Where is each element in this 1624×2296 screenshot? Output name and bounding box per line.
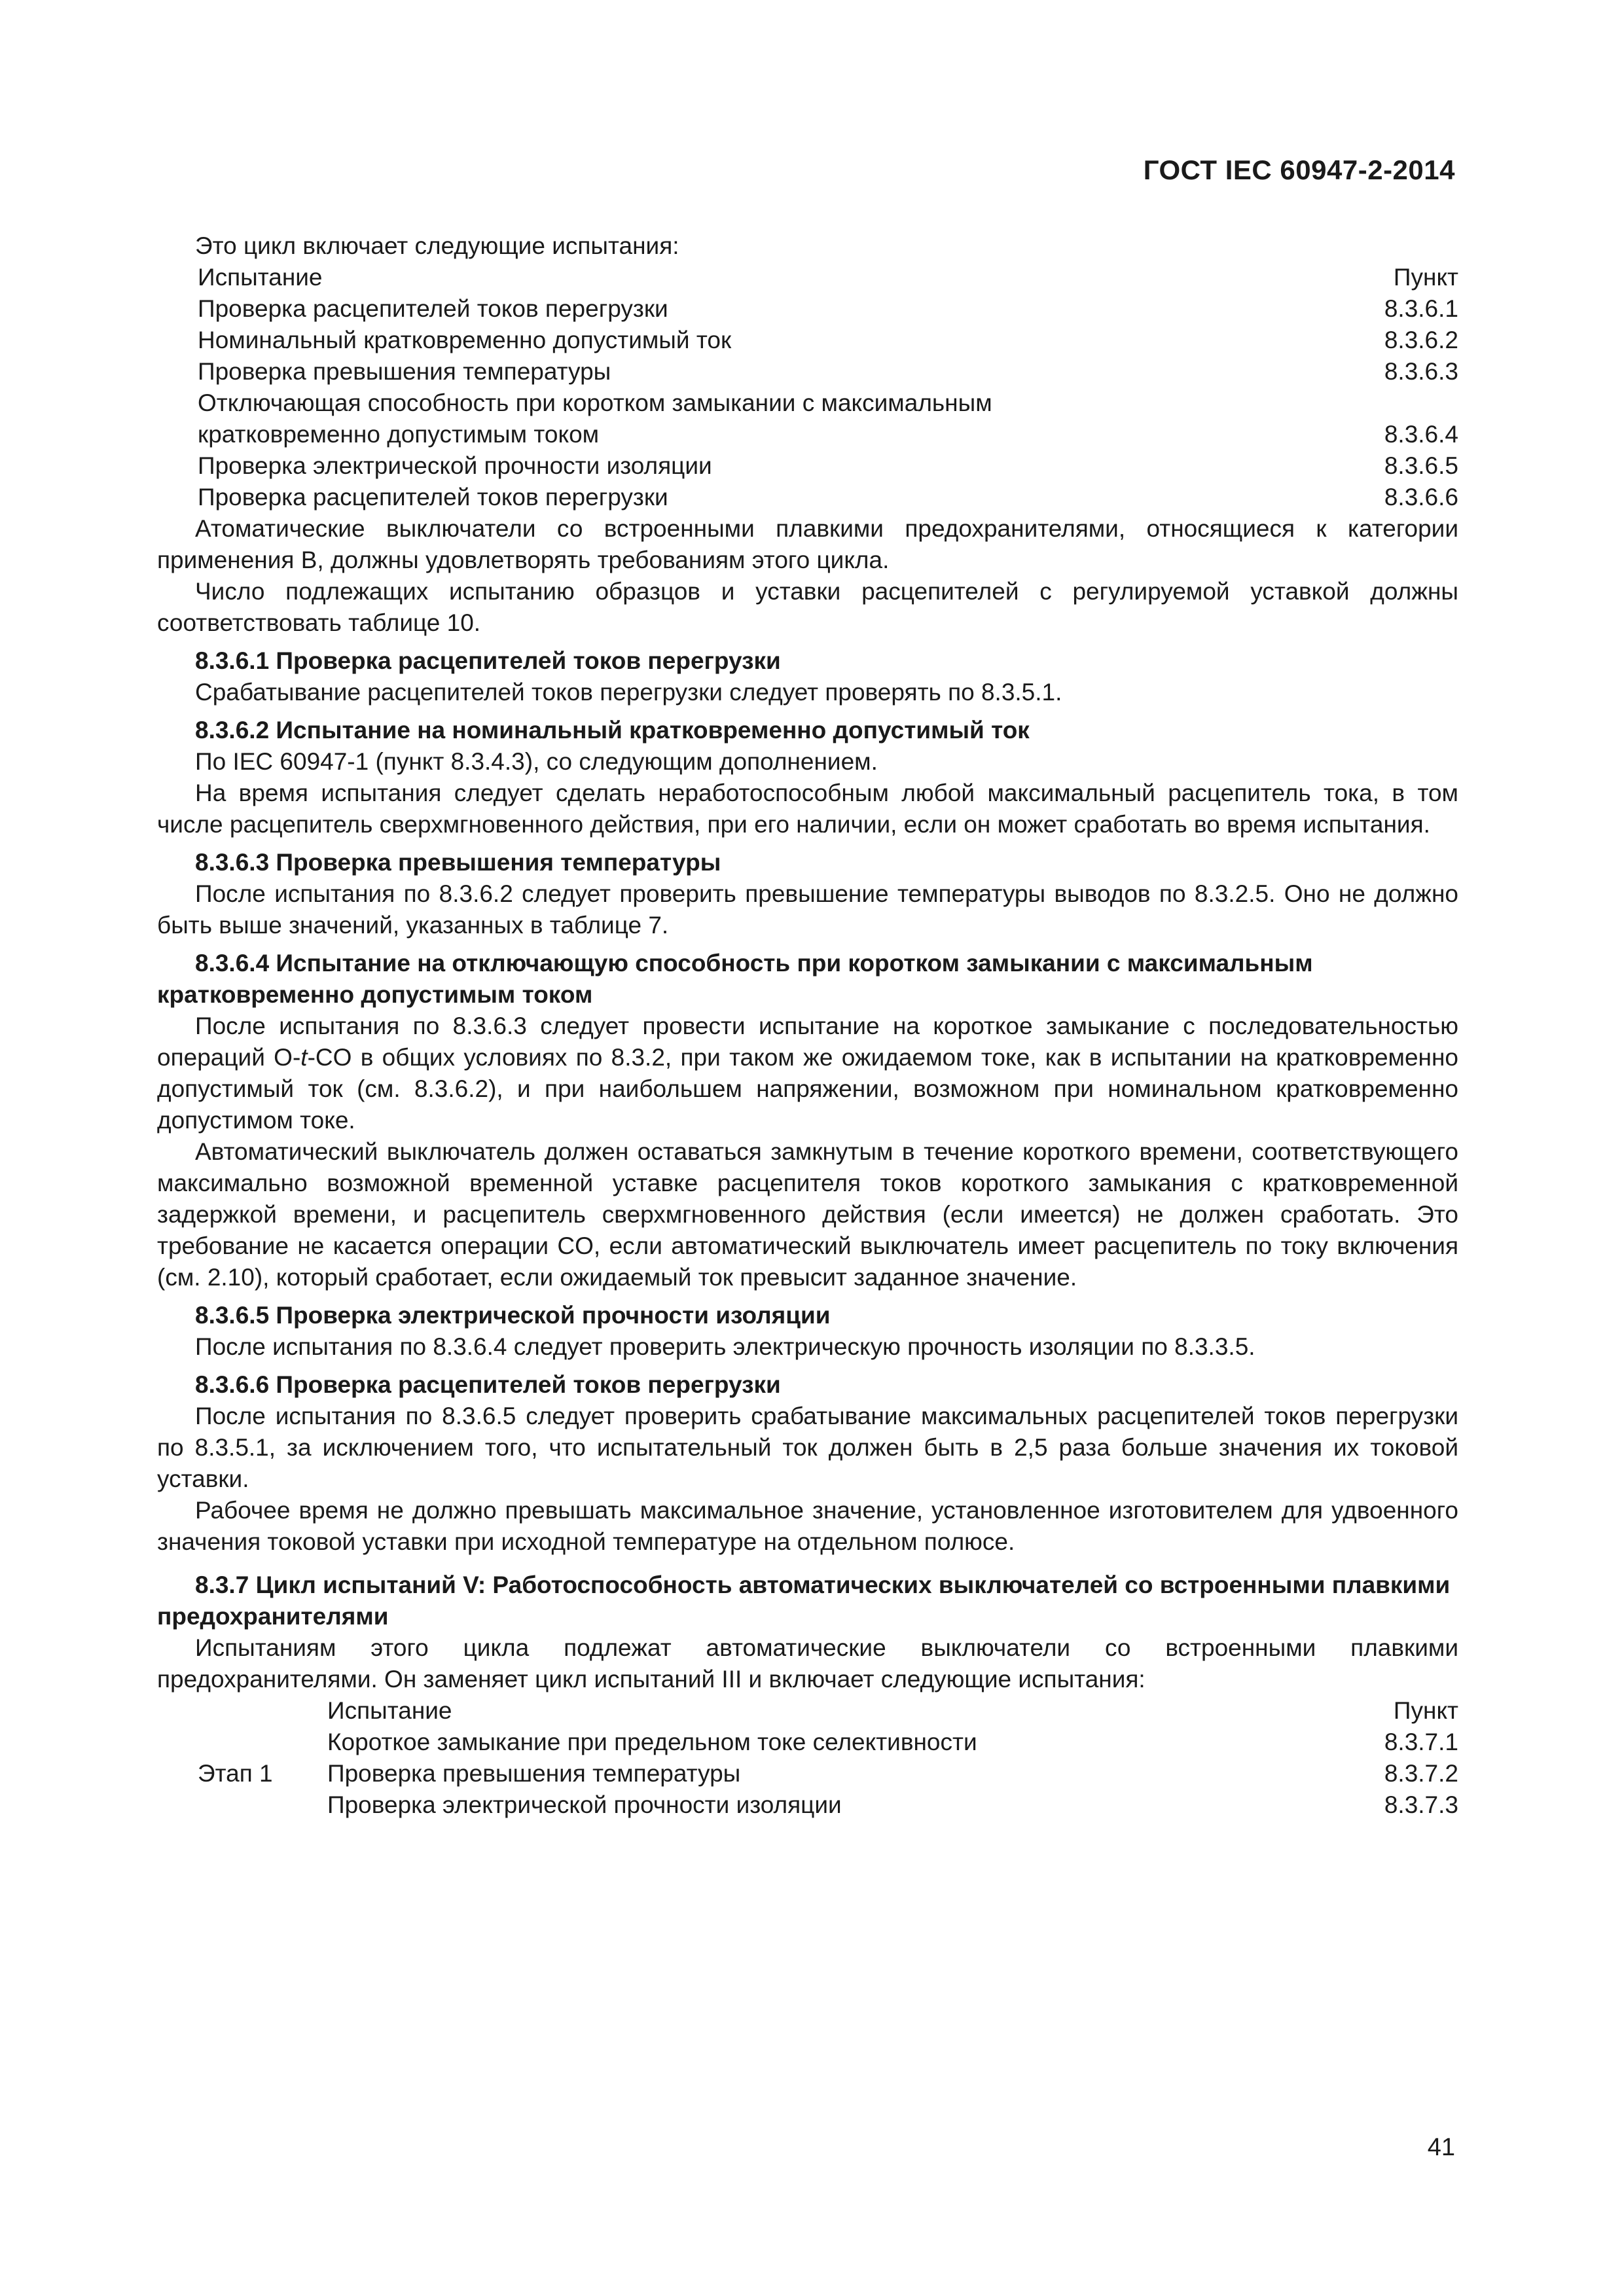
test-name: Номинальный кратковременно допустимый ток: [198, 327, 732, 353]
test-name: кратковременно допустимым током: [198, 421, 600, 448]
paragraph: Число подлежащих испытанию образцов и уставки расцепителей с регулируемой уставкой должны соответствовать таблице 10.: [157, 578, 1458, 636]
col-test-header: Испытание: [327, 1697, 452, 1724]
paragraph: Срабатывание расцепителей токов перегрузки следует проверять по 8.3.5.1.: [195, 679, 1062, 706]
test-name: Короткое замыкание при предельном токе селективности: [327, 1729, 977, 1755]
text-run: -CO в общих условиях по 8.3.2, при таком же ожидаемом токе, как в испытании на кратковременно допустимый ток (см. 8.3.6.2), и при наибольшем напряжении, возможном при номинальном кратковременно допустимом токе.: [157, 1044, 1459, 1134]
paragraph: После испытания по 8.3.6.2 следует проверить превышение температуры выводов по 8.3.2.5. Оно не должно быть выше значений, указанных в таблице 7.: [157, 880, 1458, 939]
stage-cell: [157, 1727, 327, 1758]
paragraph: Атоматические выключатели со встроенными плавкими предохранителями, относящиеся к категории применения B, должны удовлетворять требованиям этого цикла.: [157, 515, 1458, 573]
text-run: После испытания по 8.3.6.3 следует провести испытание на короткое замыкание с последовательностью операций O-: [157, 1013, 1458, 1071]
test-name: Проверка расцепителей токов перегрузки: [198, 295, 668, 322]
table-row: [157, 1758, 1458, 1789]
section-heading: 8.3.6.1 Проверка расцепителей токов перегрузки: [195, 647, 781, 674]
table-row: [157, 482, 1458, 513]
stage-cell: [157, 1695, 327, 1727]
table-row: [157, 450, 1458, 482]
col-test-header: Испытание: [198, 264, 323, 291]
test-name: Отключающая способность при коротком замыкании с максимальным: [198, 389, 992, 416]
paragraph: Рабочее время не должно превышать максимальное значение, установленное изготовителем для удвоенного значения токовой уставки при исходной температуре на отдельном полюсе.: [157, 1497, 1458, 1555]
table-row: [157, 419, 1458, 450]
table-row: [157, 387, 1458, 419]
tests-table: [157, 262, 1458, 513]
section-heading: 8.3.7 Цикл испытаний V: Работоспособность автоматических выключателей со встроенными плавкими предохранителями: [157, 1571, 1451, 1630]
stage-label: Этап 1: [198, 1760, 273, 1787]
test-name: Проверка превышения температуры: [198, 358, 611, 385]
page-number: 41: [1427, 2134, 1455, 2161]
section-heading: 8.3.6.6 Проверка расцепителей токов перегрузки: [195, 1371, 781, 1398]
paragraph: На время испытания следует сделать неработоспособным любой максимальный расцепитель тока, в том числе расцепитель сверхмгновенного действия, при его наличии, если он может сработать во время испытания.: [157, 780, 1458, 838]
section-heading: 8.3.6.2 Испытание на номинальный кратковременно допустимый ток: [195, 717, 1030, 744]
test-clause: 8.3.6.3: [1384, 358, 1458, 385]
test-name: Проверка расцепителей токов перегрузки: [198, 484, 668, 511]
tests-table-2: [157, 1695, 1458, 1821]
test-clause: 8.3.6.1: [1384, 295, 1458, 322]
col-clause-header: Пункт: [1393, 264, 1458, 291]
col-clause-header: Пункт: [1393, 1697, 1458, 1724]
paragraph: Испытаниям этого цикла подлежат автоматические выключатели со встроенными плавкими предохранителями. Он заменяет цикл испытаний III и включает следующие испытания:: [157, 1634, 1458, 1693]
paragraph: По IEC 60947-1 (пункт 8.3.4.3), со следующим дополнением.: [195, 748, 878, 775]
table-row: [157, 1789, 1458, 1821]
test-clause: 8.3.7.1: [1384, 1729, 1458, 1755]
paragraph: После испытания по 8.3.6.5 следует проверить срабатывание максимальных расцепителей токов перегрузки по 8.3.5.1, за исключением того, что испытательный ток должен быть в 2,5 раза больше значения их токовой уставки.: [157, 1403, 1458, 1492]
test-clause: [1354, 387, 1458, 419]
table-row: [157, 325, 1458, 356]
paragraph: После испытания по 8.3.6.4 следует проверить электрическую прочность изоляции по 8.3.3.5.: [195, 1333, 1255, 1360]
test-clause: 8.3.6.5: [1384, 452, 1458, 479]
table-row: [157, 1727, 1458, 1758]
document-code: ГОСТ IEC 60947-2-2014: [1143, 154, 1455, 185]
test-name: Проверка превышения температуры: [327, 1760, 741, 1787]
italic-t: t: [300, 1044, 308, 1071]
test-clause: 8.3.7.3: [1384, 1791, 1458, 1818]
stage-cell: [157, 1789, 327, 1821]
section-heading: 8.3.6.5 Проверка электрической прочности изоляции: [195, 1302, 831, 1329]
tests-table-header: [157, 262, 1458, 293]
table-row: [157, 356, 1458, 387]
table-row: [157, 293, 1458, 325]
test-name: Проверка электрической прочности изоляции: [198, 452, 712, 479]
section-heading: 8.3.6.4 Испытание на отключающую способность при коротком замыкании с максимальным кратковременно допустимым током: [157, 950, 1313, 1008]
test-clause: 8.3.6.6: [1384, 484, 1458, 511]
intro-line: Это цикл включает следующие испытания:: [195, 232, 679, 259]
section-heading: 8.3.6.3 Проверка превышения температуры: [195, 849, 721, 876]
tests-table-2-header: [157, 1695, 1458, 1727]
paragraph: Автоматический выключатель должен оставаться замкнутым в течение короткого времени, соответствующего максимально возможной временной уставке расцепителя токов короткого замыкания с кратковременной задержкой времени, и расцепитель сверхмгновенного действия (если имеется) не должен сработать. Это требование не касается операции CO, если автоматический выключатель имеет расцепитель по току включения (см. 2.10), который сработает, если ожидаемый ток превысит заданное значение.: [157, 1138, 1458, 1291]
paragraph: [157, 1011, 1458, 1136]
test-name: Проверка электрической прочности изоляции: [327, 1791, 842, 1818]
test-clause: 8.3.6.2: [1384, 327, 1458, 353]
test-clause: 8.3.7.2: [1384, 1760, 1458, 1787]
test-clause: 8.3.6.4: [1384, 421, 1458, 448]
page-body: [157, 230, 1458, 1821]
